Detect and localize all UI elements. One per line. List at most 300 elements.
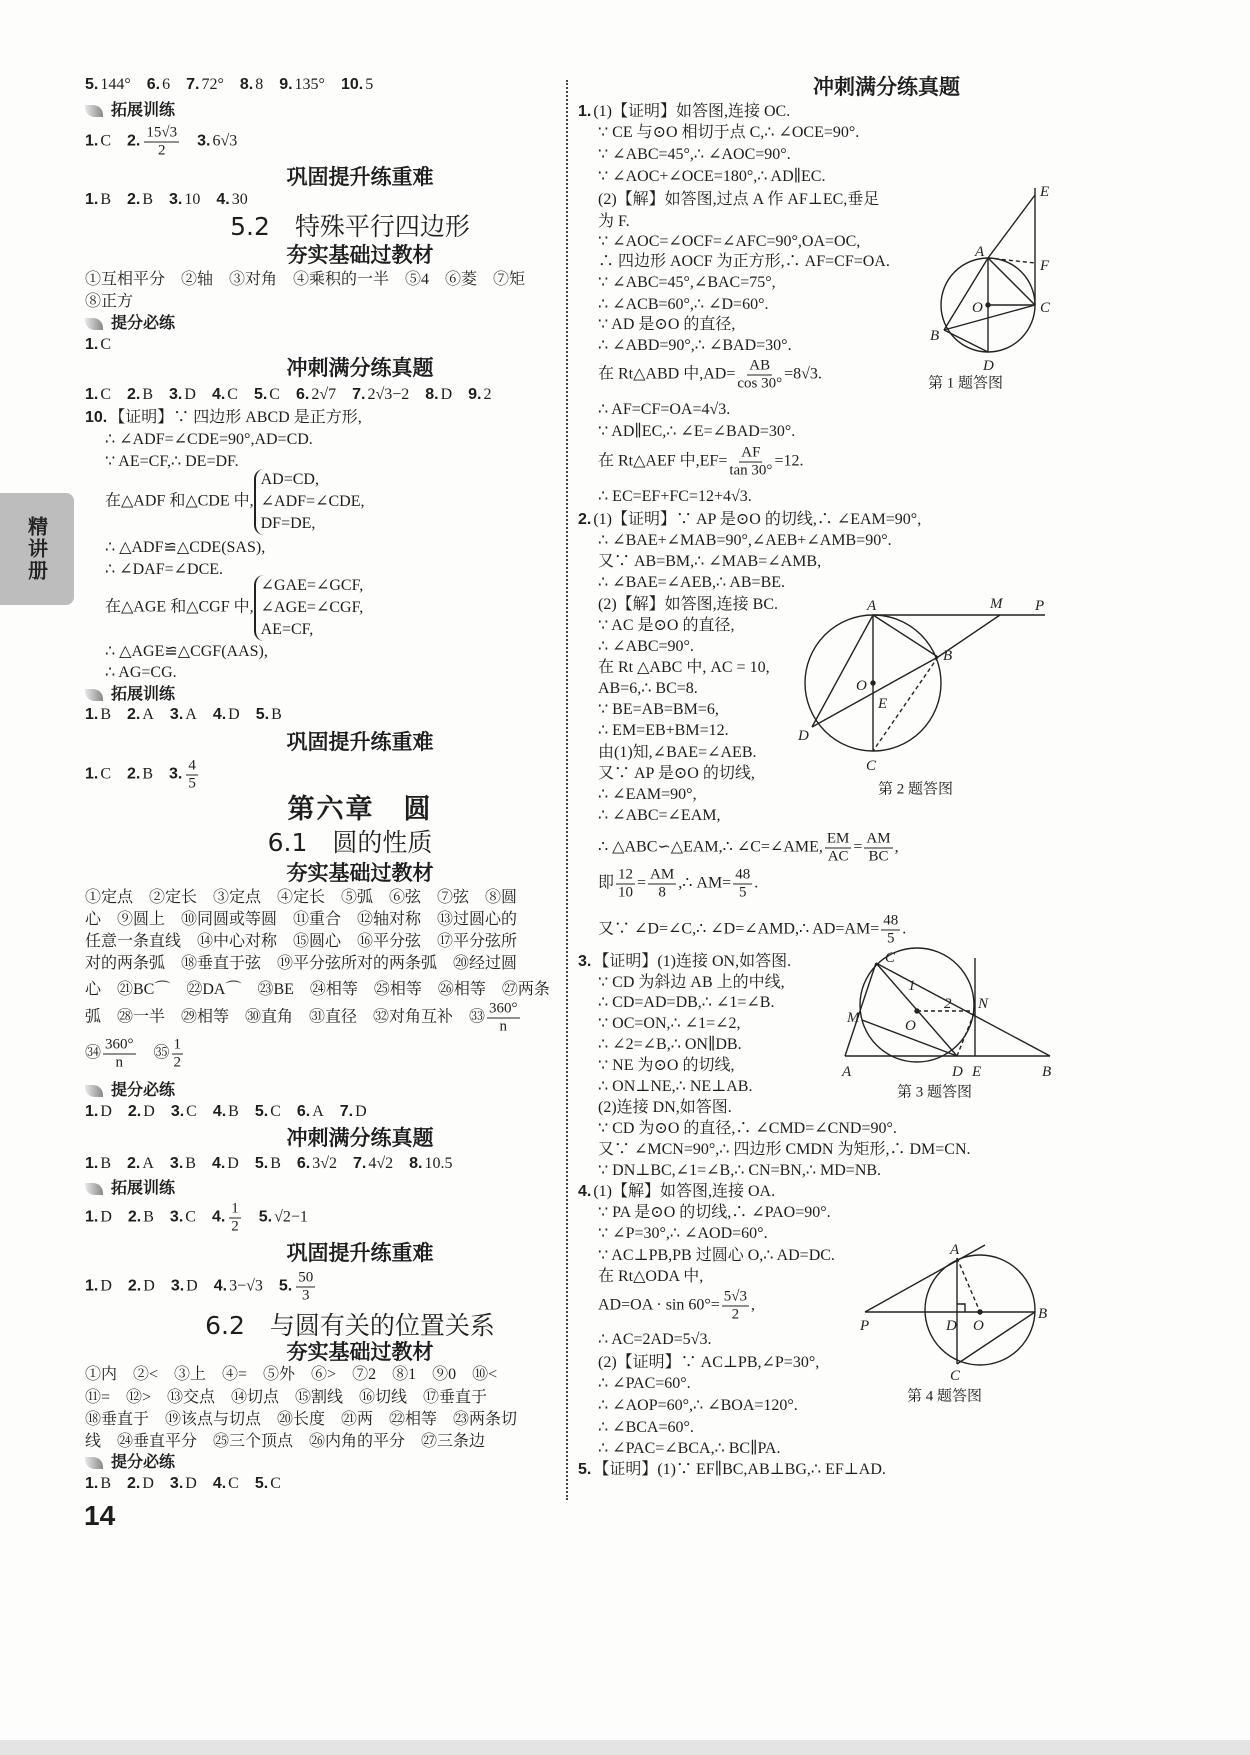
text-segment: 2: [483, 386, 492, 403]
item-number: 9.: [279, 76, 293, 93]
text-segment: ∵ ∠ABC=45°,∴ ∠AOC=90°.: [598, 146, 791, 163]
item-number: 3.: [197, 132, 211, 150]
fig1-label-O: O: [972, 300, 983, 316]
text-segment: 4√2: [368, 1155, 394, 1172]
page-number: 14: [84, 1500, 116, 1531]
item-number: 2.: [127, 1277, 142, 1295]
item-number: 3.: [170, 1277, 185, 1295]
text-segment: AB=6,∴ BC=8.: [598, 680, 698, 697]
text-segment: ⑱垂直于 ⑲该点与切点 ⑳长度 ㉑两 ㉒相等 ㉓两条切: [85, 1411, 518, 1428]
text-segment: ∴ EC=EF+FC=12+4√3.: [598, 488, 752, 505]
text-segment: 冲刺满分练真题: [286, 1126, 434, 1150]
item-number: 5.: [278, 1277, 293, 1295]
figure-4-caption: 第 4 题答图: [907, 1388, 983, 1405]
system-row: ∠AGE=∠CGF,: [260, 599, 364, 616]
text-segment: ∴ ∠BAE=∠AEB,∴ AB=BE.: [598, 574, 786, 591]
item-number: 9.: [468, 386, 482, 403]
text-segment: 又∵ ∠D=∠C,∴ ∠D=∠AMD,∴ AD=AM=: [598, 920, 880, 938]
text-segment: ∴ AG=CG.: [105, 664, 177, 681]
text-segment: ,: [751, 1296, 756, 1314]
text-segment: ∴ EM=EB+BM=12.: [598, 722, 729, 739]
text-segment: 心 ㉑BC⌒ ㉒DA⌒ ㉓BE ㉔相等 ㉕相等 ㉖相等 ㉗两条: [85, 981, 550, 998]
fig2-label-M: M: [990, 596, 1003, 612]
text-segment: D: [184, 386, 196, 403]
item-number: 3.: [169, 386, 183, 403]
numerator: AM: [650, 866, 675, 883]
fig4-label-A: A: [950, 1242, 960, 1258]
text-segment: .: [754, 874, 759, 892]
numerator: 48: [735, 866, 751, 883]
item-number: 1.: [85, 1155, 99, 1172]
text-segment: ∵ AC 是⊙O 的直径,: [598, 617, 735, 634]
text-segment: 10.5: [424, 1155, 453, 1172]
item-number: 6.: [295, 386, 310, 403]
fig3-label-C: C: [885, 950, 896, 966]
text-segment: 为 F.: [598, 213, 630, 230]
numerator: 1: [231, 1200, 239, 1217]
item-number: 1.: [85, 706, 99, 723]
text-segment: ∴ ∠ABC=90°.: [598, 638, 694, 655]
item-number: 5.: [255, 706, 270, 723]
item-number: 1.: [85, 1277, 99, 1295]
fig1-label-C: C: [1040, 300, 1051, 316]
fig1-label-E: E: [1040, 184, 1050, 200]
text-segment: C: [269, 386, 280, 403]
item-number: 1.: [85, 765, 99, 783]
text-segment: 6: [162, 76, 171, 93]
item-number: 6.: [146, 76, 161, 93]
text-segment: 【证明】(1)连接 ON,如答图.: [593, 953, 792, 970]
text-segment: ㉞: [85, 1044, 102, 1062]
text-segment: A: [185, 706, 197, 723]
text-segment: A: [312, 1103, 324, 1120]
text-segment: ∵ NE 为⊙O 的切线,: [598, 1057, 735, 1074]
item-number: 1.: [578, 103, 592, 120]
figure-2-labels: [797, 596, 1044, 774]
text-segment: 拓展训练: [111, 684, 176, 703]
text-segment: 6.1 圆的性质: [267, 828, 433, 857]
text-segment: 第六章 圆: [287, 794, 433, 825]
text-segment: ∴ ∠ABC=∠EAM,: [598, 807, 721, 824]
system-row: AD=CD,: [260, 471, 319, 488]
text-segment: 夯实基础过教材: [286, 243, 434, 267]
text-segment: ∵ CD 为斜边 AB 上的中线,: [598, 974, 785, 991]
text-segment: ∵ ∠ABC=45°,∠BAC=75°,: [598, 274, 776, 291]
denominator: n: [499, 1018, 508, 1035]
text-segment: ∵ AD∥EC,∴ ∠E=∠BAD=30°.: [598, 423, 796, 440]
text-segment: C: [186, 1103, 197, 1120]
text-segment: ∴ △ABC∽△EAM,∴ ∠C=∠AME,: [598, 838, 823, 856]
denominator: BC: [868, 848, 889, 865]
side-tab-label: 精讲册: [24, 516, 49, 582]
item-number: 4.: [211, 1208, 226, 1226]
text-segment: ①内 ②< ③上 ④= ⑤外 ⑥> ⑦2 ⑧1 ⑨0 ⑩<: [85, 1366, 498, 1383]
numerator: 50: [298, 1269, 314, 1286]
item-number: 2.: [127, 1208, 142, 1226]
text-segment: B: [228, 1103, 239, 1120]
text-segment: =8√3.: [784, 365, 822, 383]
item-number: 7.: [352, 386, 366, 403]
text-segment: A: [142, 706, 154, 723]
item-number: 5.: [254, 1475, 269, 1492]
text-segment: C: [185, 1208, 196, 1226]
text-segment: D: [440, 386, 453, 403]
text-segment: 由(1)知,∠BAE=∠AEB.: [598, 744, 757, 761]
text-segment: ∵ CD 为⊙O 的直径,∴ ∠CMD=∠CND=90°.: [598, 1120, 897, 1137]
fig2-label-C: C: [866, 758, 877, 774]
text-segment: 巩固提升练重难: [286, 165, 434, 189]
text-segment: 又∵ AP 是⊙O 的切线,: [598, 765, 755, 782]
text-segment: 任意一条直线 ⑭中心对称 ⑮圆心 ⑯平分弦 ⑰平分弦所: [85, 933, 518, 950]
text-segment: ∵ BE=AB=BM=6,: [598, 701, 719, 718]
text-segment: .: [902, 920, 907, 938]
item-number: 2.: [127, 765, 141, 783]
item-number: 1.: [85, 1103, 99, 1120]
denominator: 10: [618, 884, 634, 901]
text-segment: 提分必练: [111, 1080, 176, 1099]
text-segment: 又∵ AB=BM,∴ ∠MAB=∠AMB,: [598, 553, 822, 570]
text-segment: 8: [255, 76, 264, 93]
text-segment: 心 ⑨圆上 ⑩同圆或等圆 ⑪重合 ⑫轴对称 ⑬过圆心的: [85, 911, 518, 928]
text-segment: (2)【证明】∵ AC⊥PB,∠P=30°,: [598, 1354, 820, 1371]
text-segment: C: [270, 1103, 281, 1120]
fig2-label-E: E: [878, 696, 888, 712]
figure-2-caption: 第 2 题答图: [878, 781, 954, 798]
text-segment: 2√7: [311, 386, 337, 403]
item-number: 2.: [127, 1155, 141, 1172]
text-segment: 5.2 特殊平行四边形: [230, 212, 470, 241]
item-number: 5.: [578, 1461, 592, 1478]
text-segment: ∵ ∠P=30°,∴ ∠AOD=60°.: [598, 1225, 768, 1242]
item-number: 8.: [425, 386, 439, 403]
denominator: 5: [886, 930, 895, 947]
item-number: 6.: [296, 1103, 311, 1120]
denominator: 8: [658, 884, 666, 901]
numerator: 48: [883, 912, 899, 929]
text-segment: B: [100, 1155, 112, 1172]
denominator: 2: [231, 1218, 239, 1235]
numerator: AF: [741, 444, 761, 461]
text-segment: 在 Rt△AEF 中,EF=: [598, 452, 728, 470]
fig2-label-P: P: [1035, 598, 1045, 614]
text-segment: C: [270, 1475, 281, 1492]
text-segment: ∴ △AGE≌△CGF(AAS),: [105, 643, 268, 660]
item-number: 5.: [85, 76, 99, 93]
denominator: tan 30°: [729, 462, 773, 479]
system-row: DF=DE,: [260, 515, 316, 532]
text-segment: 在 Rt △ABC 中, AC = 10,: [598, 659, 770, 676]
text-segment: 10: [184, 191, 201, 208]
denominator: AC: [827, 848, 849, 865]
text-segment: ∴ ∠2=∠B,∴ ON∥DB.: [598, 1036, 742, 1053]
fig4-label-O: O: [973, 1318, 984, 1334]
text-segment: 对的两条弧 ⑱垂直于弦 ⑲平分弦所对的两条弧 ⑳经过圆: [85, 955, 518, 972]
text-segment: 在△AGE 和△CGF 中,: [105, 598, 254, 616]
text-segment: D: [143, 1277, 155, 1295]
numerator: 5√3: [723, 1288, 748, 1305]
text-segment: (1)【证明】∵ AP 是⊙O 的切线,∴ ∠EAM=90°,: [593, 511, 922, 528]
item-number: 2.: [127, 1475, 141, 1492]
fig2-label-A: A: [867, 598, 877, 614]
fig1-label-A: A: [975, 244, 985, 260]
item-number: 5.: [254, 1155, 269, 1172]
denominator: n: [115, 1054, 124, 1071]
text-segment: 提分必练: [111, 1452, 176, 1471]
text-segment: =: [853, 838, 863, 856]
fig3-label-D: D: [952, 1064, 963, 1080]
fig3-label-B: B: [1042, 1064, 1052, 1080]
fig3-label-E: E: [972, 1064, 982, 1080]
numerator: 360°: [105, 1036, 134, 1053]
text-segment: D: [100, 1208, 112, 1226]
item-number: 2.: [127, 191, 141, 208]
text-segment: ∵ CE 与⊙O 相切于点 C,∴ ∠OCE=90°.: [598, 124, 860, 141]
fig4-label-C: C: [950, 1368, 961, 1384]
text-segment: 在△ADF 和△CDE 中,: [105, 492, 254, 510]
denominator: 5: [188, 775, 196, 792]
fig3-label-M: M: [847, 1010, 860, 1026]
text-segment: ∴ ∠AOP=60°,∴ ∠BOA=120°.: [598, 1397, 798, 1414]
text-segment: C: [100, 765, 112, 783]
text-segment: AD=OA · sin 60°=: [598, 1296, 720, 1314]
text-segment: ∵ AE=CF,∴ DE=DF.: [105, 453, 239, 470]
text-segment: 在 Rt△ODA 中,: [598, 1268, 704, 1285]
text-segment: ∴ ∠ADF=∠CDE=90°,AD=CD.: [105, 431, 313, 448]
text-segment: 弧 ㉘一半 ㉙相等 ㉚直角 ㉛直径 ㉜对角互补 ㉝: [85, 1008, 486, 1026]
text-segment: 冲刺满分练真题: [813, 75, 960, 99]
text-segment: C: [100, 386, 112, 403]
text-segment: D: [185, 1475, 197, 1492]
item-number: 3.: [169, 706, 184, 723]
text-segment: ∵ AD 是⊙O 的直径,: [598, 316, 736, 333]
item-number: 6.: [296, 1155, 311, 1172]
figure-1: [941, 188, 1035, 352]
text-segment: ∴ ∠DAF=∠DCE.: [105, 561, 224, 578]
fig1-label-B: B: [930, 328, 940, 344]
fig3-label-A: A: [842, 1064, 852, 1080]
text-segment: √2−1: [274, 1208, 308, 1226]
text-segment: 巩固提升练重难: [286, 730, 434, 754]
fig3-label-1: 1: [908, 978, 916, 994]
text-segment: B: [270, 1155, 281, 1172]
item-number: 2.: [578, 511, 592, 528]
text-segment: 线 ㉔垂直平分 ㉕三个顶点 ㉖内角的平分 ㉗三条边: [85, 1433, 486, 1450]
text-segment: D: [100, 1277, 112, 1295]
text-segment: 拓展训练: [111, 1178, 176, 1197]
denominator: cos 30°: [737, 375, 783, 392]
text-segment: ∴ ∠PAC=60°.: [598, 1375, 691, 1392]
text-segment: 即: [598, 874, 615, 892]
numerator: 1: [173, 1036, 182, 1053]
text-segment: D: [186, 1277, 198, 1295]
text-segment: C: [227, 386, 238, 403]
text-segment: B: [100, 706, 112, 723]
text-segment: B: [143, 1208, 154, 1226]
numerator: EM: [826, 830, 850, 847]
item-number: 1.: [85, 1208, 99, 1226]
text-segment: B: [100, 1475, 112, 1492]
system-row: AE=CF,: [260, 621, 314, 638]
text-segment: ∴ 四边形 AOCF 为正方形,∴ AF=CF=OA.: [598, 253, 890, 270]
item-number: 10.: [85, 409, 108, 426]
text-segment: 5: [365, 76, 374, 93]
text-segment: 拓展训练: [111, 100, 176, 119]
text-segment: =12.: [774, 452, 804, 470]
fig1-label-F: F: [1040, 258, 1050, 274]
item-number: 3.: [169, 1155, 184, 1172]
item-number: 1.: [85, 191, 99, 208]
text-segment: ㉟: [137, 1044, 170, 1062]
denominator: 2: [157, 142, 166, 159]
fig2-label-O: O: [856, 678, 867, 694]
text-segment: ①定点 ②定长 ③定点 ④定长 ⑤弧 ⑥弦 ⑦弦 ⑧圆: [85, 889, 518, 906]
item-number: 4.: [212, 706, 227, 723]
item-number: 3.: [170, 1103, 185, 1120]
item-number: 1.: [85, 1475, 99, 1492]
item-number: 2.: [127, 386, 141, 403]
numerator: 360°: [489, 1000, 518, 1017]
item-number: 4.: [213, 1277, 228, 1295]
text-segment: (2)连接 DN,如答图.: [598, 1099, 732, 1116]
system-row: ∠GAE=∠GCF,: [260, 577, 364, 594]
text-segment: A: [142, 1155, 154, 1172]
text-segment: ∴ CD=AD=DB,∴ ∠1=∠B.: [598, 994, 775, 1011]
fig4-label-P: P: [860, 1318, 870, 1334]
text-segment: ∴ AC=2AD=5√3.: [598, 1331, 712, 1348]
text-segment: 135°: [294, 76, 325, 93]
numerator: 15√3: [146, 124, 178, 141]
item-number: 4.: [211, 386, 226, 403]
text-segment: (1)【证明】如答图,连接 OC.: [593, 103, 791, 120]
text-segment: ∴ ∠PAC=∠BCA,∴ BC∥PA.: [598, 1440, 781, 1457]
item-number: 5.: [258, 1208, 273, 1226]
text-segment: 30: [231, 191, 248, 208]
text-segment: ∵ OC=ON,∴ ∠1=∠2,: [598, 1015, 741, 1032]
item-number: 4.: [211, 1155, 226, 1172]
text-segment: 72°: [201, 76, 224, 93]
text-segment: 2√3−2: [367, 386, 410, 403]
text-segment: 夯实基础过教材: [286, 861, 434, 885]
fig2-label-B: B: [943, 648, 953, 664]
item-number: 8.: [239, 76, 254, 93]
system-row: ∠ADF=∠CDE,: [260, 493, 365, 510]
item-number: 7.: [352, 1155, 367, 1172]
text-segment: 巩固提升练重难: [286, 1241, 434, 1265]
fig3-label-N: N: [978, 996, 989, 1012]
text-segment: 【证明】∵ 四边形 ABCD 是正方形,: [109, 409, 362, 426]
numerator: 12: [618, 866, 634, 883]
fig4-label-B: B: [1038, 1306, 1048, 1322]
text-segment: ⑪= ⑫> ⑬交点 ⑭切点 ⑮割线 ⑯切线 ⑰垂直于: [85, 1389, 488, 1406]
item-number: 3.: [169, 1208, 184, 1226]
figure-1-caption: 第 1 题答图: [928, 375, 1004, 392]
text-segment: (2)【解】如答图,过点 A 作 AF⊥EC,垂足: [598, 191, 880, 208]
text-segment: ∴ AF=CF=OA=4√3.: [598, 401, 731, 418]
item-number: 4.: [578, 1183, 592, 1200]
text-segment: 夯实基础过教材: [286, 1340, 434, 1364]
text-segment: ,∴ AM=: [678, 874, 732, 892]
text-segment: C: [228, 1475, 239, 1492]
fig4-label-D: D: [946, 1318, 957, 1334]
denominator: 3: [301, 1287, 310, 1304]
text-segment: ∵ AC⊥PB,PB 过圆心 O,∴ AD=DC.: [598, 1247, 835, 1264]
text-segment: =: [637, 874, 647, 892]
text-segment: 冲刺满分练真题: [286, 356, 434, 380]
numerator: AB: [749, 357, 771, 374]
text-segment: ∵ PA 是⊙O 的切线,∴ ∠PAO=90°.: [598, 1204, 831, 1221]
text-segment: B: [142, 765, 154, 783]
figure-3-caption: 第 3 题答图: [897, 1084, 973, 1101]
text-segment: ∴ ∠ABD=90°,∴ ∠BAD=30°.: [598, 337, 792, 354]
fig1-label-D: D: [983, 358, 994, 374]
text-segment: (2)【解】如答图,连接 BC.: [598, 596, 779, 613]
figure-4: [865, 1245, 1035, 1365]
item-number: 7.: [186, 76, 200, 93]
item-number: 2.: [127, 132, 141, 150]
item-number: 1.: [85, 336, 99, 353]
item-number: 5.: [253, 386, 268, 403]
fig3-label-2: 2: [944, 996, 952, 1012]
item-number: 2.: [127, 1103, 142, 1120]
denominator: 2: [731, 1306, 740, 1323]
text-segment: ①互相平分 ②轴 ③对角 ④乘积的一半 ⑤4 ⑥菱 ⑦矩: [85, 271, 526, 288]
text-segment: B: [142, 191, 154, 208]
numerator: 4: [188, 757, 196, 774]
item-number: 3.: [169, 191, 183, 208]
item-number: 4.: [212, 1103, 227, 1120]
text-segment: 在 Rt△ABD 中,AD=: [598, 365, 736, 383]
item-number: 3.: [169, 765, 183, 783]
text-segment: C: [100, 336, 112, 353]
text-segment: D: [227, 1155, 239, 1172]
text-segment: D: [100, 1103, 112, 1120]
text-segment: ∵ ∠AOC=∠OCF=∠AFC=90°,OA=OC,: [598, 233, 861, 250]
text-segment: D: [142, 1475, 154, 1492]
item-number: 1.: [85, 386, 99, 403]
text-segment: ∴ ON⊥NE,∴ NE⊥AB.: [598, 1078, 753, 1095]
text-segment: 3√2: [312, 1155, 337, 1172]
denominator: 5: [738, 884, 747, 901]
item-number: 10.: [340, 76, 364, 93]
text-segment: 144°: [100, 76, 131, 93]
text-segment: ∵ ∠AOC+∠OCE=180°,∴ AD∥EC.: [598, 168, 826, 185]
denominator: 2: [173, 1054, 182, 1071]
item-number: 8.: [409, 1155, 423, 1172]
item-number: 4.: [212, 1475, 227, 1492]
text-segment: 又∵ ∠MCN=90°,∴ 四边形 CMDN 为矩形,∴ DM=CN.: [598, 1141, 971, 1158]
item-number: 3.: [578, 953, 592, 970]
text-segment: ∴ ∠BCA=60°.: [598, 1419, 694, 1436]
item-number: 2.: [127, 706, 141, 723]
text-segment: 6√3: [212, 132, 238, 150]
text-segment: D: [143, 1103, 155, 1120]
text-segment: ,: [894, 838, 899, 856]
text-segment: B: [100, 191, 112, 208]
fig3-label-O: O: [905, 1018, 916, 1034]
text-segment: 6.2 与圆有关的位置关系: [205, 1311, 495, 1340]
text-segment: C: [100, 132, 112, 150]
text-segment: (1)【解】如答图,连接 OA.: [593, 1183, 776, 1200]
figure-2: [805, 615, 1045, 751]
text-segment: ∴ ∠EAM=90°,: [598, 786, 697, 803]
numerator: AM: [866, 830, 891, 847]
text-segment: ⑧正方: [85, 293, 134, 310]
text-segment: ∵ DN⊥BC,∠1=∠B,∴ CN=BN,∴ MD=NB.: [598, 1162, 882, 1179]
text-segment: ∴ ∠BAE+∠MAB=90°,∠AEB+∠AMB=90°.: [598, 532, 892, 549]
text-segment: B: [271, 706, 282, 723]
text-segment: 【证明】(1)∵ EF∥BC,AB⊥BG,∴ EF⊥AD.: [593, 1461, 886, 1478]
item-number: 5.: [254, 1103, 269, 1120]
